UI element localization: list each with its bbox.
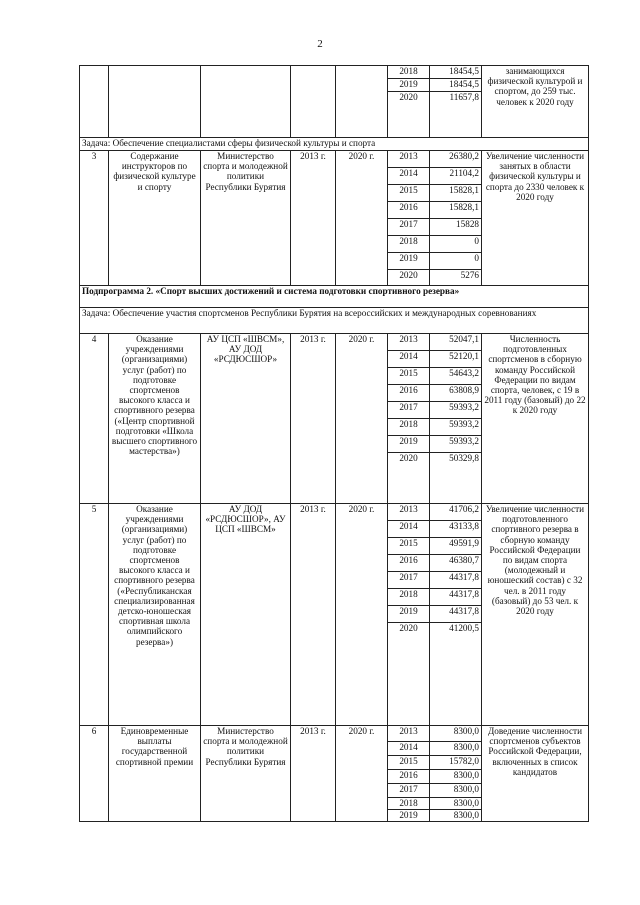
start-year: 2013 г. [291,504,336,726]
year-cell: 2015 [388,756,430,770]
year-cell: 2018 [388,419,430,436]
table-row [80,504,589,521]
table-row [80,151,589,168]
value-cell: 15828 [430,219,482,236]
year-cell: 2018 [388,589,430,606]
value-cell: 41200,5 [430,623,482,726]
year-cell: 2013 [388,151,430,168]
end-year: 2020 г. [336,334,388,504]
year-cell: 2019 [388,79,430,92]
year-cell: 2018 [388,236,430,253]
value-cell: 59393,2 [430,436,482,453]
subprogram-heading: Подпрограмма 2. «Спорт высших достижений и система подготовки спортивного резерва» [80,286,589,308]
year-cell: 2013 [388,726,430,742]
year-cell: 2016 [388,385,430,402]
row-number: 6 [80,726,109,822]
value-cell: 0 [430,253,482,270]
activity-name: Оказание учреждениями (организациями) услуг (работ) по подготовке спортсменов высокого класса и спортивного резерва («Республиканская специализированная детско-юношеская спортивная школа олимпийского резерва») [109,504,201,726]
year-cell: 2017 [388,402,430,419]
year-cell: 2013 [388,334,430,351]
start-year: 2013 г. [291,726,336,822]
value-cell: 41706,2 [430,504,482,521]
value-cell: 15828,1 [430,185,482,202]
result-cell: Численность подготовленных спортсменов в сборную команду Российской Федерации по видам спорта, человек, с 19 в 2011 году (базовый) до 22 к 2020 году [482,334,589,504]
page-number: 2 [317,38,323,50]
table-row [80,726,589,742]
activity-name: Оказание учреждениями (организациями) услуг (работ) по подготовке спортсменов высокого класса и спортивного резерва («Центр спортивной подготовки «Школа высшего спортивного мастерства») [109,334,201,504]
year-cell: 2015 [388,538,430,555]
activity-name: Единовременные выплаты государственной спортивной премии [109,726,201,822]
value-cell: 43133,8 [430,521,482,538]
value-cell: 11657,8 [430,92,482,138]
result-cell: Доведение численности спортсменов субъектов Российской Федерации, включенных в список кандидатов [482,726,589,822]
table-row [80,66,589,79]
year-cell: 2014 [388,742,430,756]
task-row [80,138,589,151]
row-number: 5 [80,504,109,726]
value-cell: 26380,2 [430,151,482,168]
start-year: 2013 г. [291,151,336,286]
year-cell: 2017 [388,219,430,236]
executor-cell: Министерство спорта и молодежной политики Республики Бурятия [201,726,291,822]
value-cell: 8300,0 [430,798,482,810]
year-cell: 2016 [388,202,430,219]
year-cell: 2016 [388,555,430,572]
end-year: 2020 г. [336,151,388,286]
executor-cell: Министерство спорта и молодежной политики Республики Бурятия [201,151,291,286]
executor-cell: АУ ДОД «РСДЮСШОР», АУ ЦСП «ШВСМ» [201,504,291,726]
value-cell: 44317,8 [430,589,482,606]
end-year: 2020 г. [336,504,388,726]
year-cell: 2018 [388,66,430,79]
year-cell: 2019 [388,606,430,623]
value-cell: 8300,0 [430,770,482,784]
value-cell: 52120,1 [430,351,482,368]
year-cell: 2016 [388,770,430,784]
year-cell: 2017 [388,784,430,798]
start-year: 2013 г. [291,334,336,504]
result-cell: занимающихся физической культурой и спортом, до 259 тыс. человек к 2020 году [482,66,589,138]
year-cell: 2014 [388,351,430,368]
task-heading: Задача: Обеспечение участия спортсменов Республики Бурятия на всероссийских и международных соревнованиях [80,308,589,334]
value-cell: 59393,2 [430,402,482,419]
value-cell: 8300,0 [430,726,482,742]
value-cell: 15782,0 [430,756,482,770]
value-cell: 18454,5 [430,79,482,92]
executor-cell: АУ ЦСП «ШВСМ», АУ ДОД «РСДЮСШОР» [201,334,291,504]
value-cell: 50329,8 [430,453,482,504]
task-heading: Задача: Обеспечение специалистами сферы физической культуры и спорта [80,138,589,151]
value-cell: 54643,2 [430,368,482,385]
value-cell: 21104,2 [430,168,482,185]
year-cell: 2020 [388,270,430,286]
year-cell: 2015 [388,368,430,385]
value-cell: 52047,1 [430,334,482,351]
value-cell: 8300,0 [430,784,482,798]
value-cell: 5276 [430,270,482,286]
year-cell: 2018 [388,798,430,810]
value-cell: 0 [430,236,482,253]
value-cell: 59393,2 [430,419,482,436]
year-cell: 2014 [388,168,430,185]
end-year: 2020 г. [336,726,388,822]
year-cell: 2020 [388,92,430,138]
activity-name: Содержание инструкторов по физической культуре и спорту [109,151,201,286]
result-cell: Увеличение численности подготовленного спортивного резерва в сборную команду Российской Федерации по видам спорта (молодежный и юношеский состав) с 32 чел. в 2011 году (базовый) до 53 чел. к 2020 году [482,504,589,726]
year-cell: 2013 [388,504,430,521]
year-cell: 2019 [388,436,430,453]
value-cell: 44317,8 [430,606,482,623]
value-cell: 8300,0 [430,810,482,822]
year-cell: 2019 [388,253,430,270]
year-cell: 2017 [388,572,430,589]
year-cell: 2014 [388,521,430,538]
result-cell: Увеличение численности занятых в области физической культуры и спорта до 2330 человек к 2020 году [482,151,589,286]
task-row [80,308,589,334]
value-cell: 8300,0 [430,742,482,756]
year-cell: 2020 [388,623,430,726]
value-cell: 44317,8 [430,572,482,589]
value-cell: 63808,9 [430,385,482,402]
value-cell: 49591,9 [430,538,482,555]
year-cell: 2015 [388,185,430,202]
row-number: 3 [80,151,109,286]
year-cell: 2019 [388,810,430,822]
table-row [80,334,589,351]
subprogram-row [80,286,589,308]
value-cell: 18454,5 [430,66,482,79]
value-cell: 15828,1 [430,202,482,219]
year-cell: 2020 [388,453,430,504]
value-cell: 46380,7 [430,555,482,572]
row-number: 4 [80,334,109,504]
program-table [79,65,589,822]
